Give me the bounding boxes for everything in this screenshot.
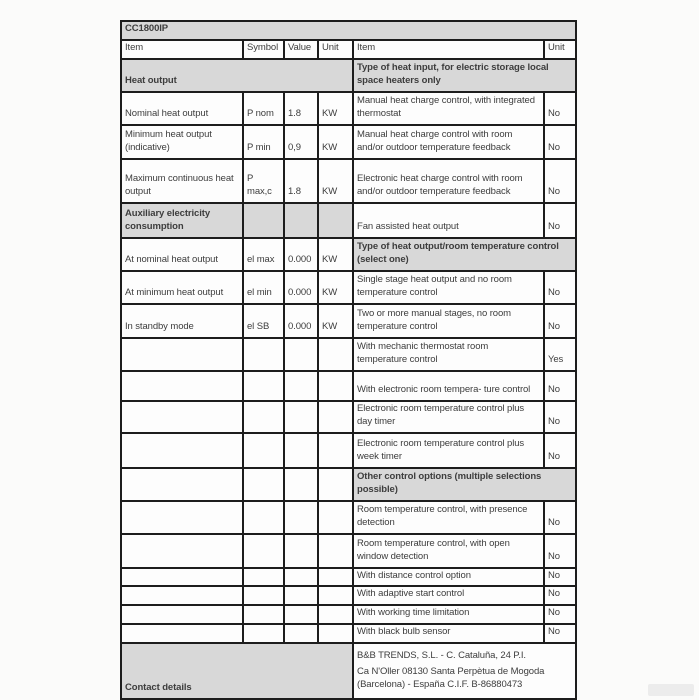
contact-details bbox=[353, 643, 576, 699]
spec-item: At nominal heat output bbox=[121, 238, 243, 271]
empty-cell bbox=[243, 568, 284, 587]
empty-cell bbox=[318, 401, 353, 433]
table-row bbox=[121, 643, 576, 699]
empty-cell bbox=[121, 586, 243, 605]
empty-cell bbox=[318, 501, 353, 534]
col-header-item-right: Item bbox=[353, 40, 544, 59]
empty-cell bbox=[318, 338, 353, 371]
watermark bbox=[648, 684, 694, 696]
feature-item: Electronic room temperature control plus week timer bbox=[353, 433, 544, 468]
feature-value: No bbox=[544, 125, 576, 159]
feature-item: With electronic room tempera- ture control bbox=[353, 371, 544, 401]
feature-item: With mechanic thermostat room temperature control bbox=[353, 338, 544, 371]
spec-unit: KW bbox=[318, 159, 353, 203]
feature-item: Fan assisted heat output bbox=[353, 203, 544, 238]
table-row bbox=[121, 624, 576, 643]
feature-item: Electronic heat charge control with room and/or outdoor temperature feedback bbox=[353, 159, 544, 203]
empty-cell bbox=[284, 624, 318, 643]
table-row bbox=[121, 468, 576, 501]
spec-value: 0.000 bbox=[284, 271, 318, 304]
feature-value: No bbox=[544, 501, 576, 534]
table-row bbox=[121, 21, 576, 40]
empty-cell bbox=[243, 371, 284, 401]
empty-cell bbox=[243, 203, 284, 238]
empty-cell bbox=[318, 468, 353, 501]
feature-item: With working time limitation bbox=[353, 605, 544, 624]
spec-value: 1.8 bbox=[284, 92, 318, 125]
empty-cell bbox=[121, 568, 243, 587]
spec-unit: KW bbox=[318, 238, 353, 271]
empty-cell bbox=[243, 624, 284, 643]
table-row bbox=[121, 125, 576, 159]
spec-item: Minimum heat output (indicative) bbox=[121, 125, 243, 159]
section-heat-output: Heat output bbox=[121, 59, 353, 92]
spec-symbol: P nom bbox=[243, 92, 284, 125]
table-row bbox=[121, 304, 576, 338]
empty-cell bbox=[121, 468, 243, 501]
section-other-controls: Other control options (multiple selections possible) bbox=[353, 468, 576, 501]
feature-value: No bbox=[544, 586, 576, 605]
empty-cell bbox=[318, 624, 353, 643]
contact-line-2: Ca N'Oller 08130 Santa Perpètua de Mogoda (Barcelona) - España C.I.F. B-86880473 bbox=[357, 666, 545, 691]
feature-item: With distance control option bbox=[353, 568, 544, 587]
empty-cell bbox=[284, 586, 318, 605]
empty-cell bbox=[121, 605, 243, 624]
contact-details-label: Contact details bbox=[121, 643, 353, 699]
feature-item: With black bulb sensor bbox=[353, 624, 544, 643]
empty-cell bbox=[284, 468, 318, 501]
empty-cell bbox=[318, 568, 353, 587]
empty-cell bbox=[284, 501, 318, 534]
spec-symbol: el max bbox=[243, 238, 284, 271]
empty-cell bbox=[243, 468, 284, 501]
feature-value: No bbox=[544, 371, 576, 401]
table-row bbox=[121, 534, 576, 568]
spec-symbol: el SB bbox=[243, 304, 284, 338]
spec-value: 0.000 bbox=[284, 238, 318, 271]
contact-line-1: B&B TRENDS, S.L. - C. Cataluña, 24 P.I. bbox=[357, 650, 526, 662]
table-row bbox=[121, 568, 576, 587]
empty-cell bbox=[318, 371, 353, 401]
spec-unit: KW bbox=[318, 125, 353, 159]
empty-cell bbox=[121, 501, 243, 534]
spec-value: 1.8 bbox=[284, 159, 318, 203]
empty-cell bbox=[243, 534, 284, 568]
spec-symbol: P min bbox=[243, 125, 284, 159]
empty-cell bbox=[121, 624, 243, 643]
empty-cell bbox=[318, 203, 353, 238]
table-row bbox=[121, 159, 576, 203]
empty-cell bbox=[243, 501, 284, 534]
spec-symbol: P max,c bbox=[243, 159, 284, 203]
spec-table bbox=[120, 20, 577, 700]
table-row bbox=[121, 371, 576, 401]
feature-value: No bbox=[544, 605, 576, 624]
spec-item: Maximum continuous heat output bbox=[121, 159, 243, 203]
empty-cell bbox=[243, 433, 284, 468]
feature-item: Two or more manual stages, no room temperature control bbox=[353, 304, 544, 338]
empty-cell bbox=[318, 534, 353, 568]
spec-item: At minimum heat output bbox=[121, 271, 243, 304]
table-row bbox=[121, 433, 576, 468]
spec-symbol: el min bbox=[243, 271, 284, 304]
empty-cell bbox=[121, 338, 243, 371]
empty-cell bbox=[318, 433, 353, 468]
feature-item: Electronic room temperature control plus day timer bbox=[353, 401, 544, 433]
spec-unit: KW bbox=[318, 271, 353, 304]
table-row bbox=[121, 238, 576, 271]
table-row bbox=[121, 401, 576, 433]
empty-cell bbox=[121, 401, 243, 433]
table-row bbox=[121, 271, 576, 304]
col-header-unit-left: Unit bbox=[318, 40, 353, 59]
empty-cell bbox=[121, 534, 243, 568]
feature-value: No bbox=[544, 203, 576, 238]
empty-cell bbox=[243, 338, 284, 371]
model-title: CC1800IP bbox=[121, 21, 576, 40]
empty-cell bbox=[121, 371, 243, 401]
col-header-symbol: Symbol bbox=[243, 40, 284, 59]
col-header-unit-right: Unit bbox=[544, 40, 576, 59]
empty-cell bbox=[318, 586, 353, 605]
table-row bbox=[121, 501, 576, 534]
col-header-value: Value bbox=[284, 40, 318, 59]
col-header-item-left: Item bbox=[121, 40, 243, 59]
feature-item: Manual heat charge control with room and/or outdoor temperature feedback bbox=[353, 125, 544, 159]
spec-item: In standby mode bbox=[121, 304, 243, 338]
feature-value: No bbox=[544, 534, 576, 568]
empty-cell bbox=[284, 568, 318, 587]
feature-value: No bbox=[544, 433, 576, 468]
table-row bbox=[121, 92, 576, 125]
table-row bbox=[121, 203, 576, 238]
table-row bbox=[121, 605, 576, 624]
spec-unit: KW bbox=[318, 304, 353, 338]
empty-cell bbox=[121, 433, 243, 468]
table-row bbox=[121, 40, 576, 59]
section-aux-electricity: Auxiliary electricity consumption bbox=[121, 203, 243, 238]
spec-unit: KW bbox=[318, 92, 353, 125]
feature-item: Single stage heat output and no room temperature control bbox=[353, 271, 544, 304]
feature-value: No bbox=[544, 624, 576, 643]
feature-value: Yes bbox=[544, 338, 576, 371]
empty-cell bbox=[243, 401, 284, 433]
feature-value: No bbox=[544, 401, 576, 433]
feature-item: Room temperature control, with presence detection bbox=[353, 501, 544, 534]
empty-cell bbox=[318, 605, 353, 624]
feature-item: Room temperature control, with open window detection bbox=[353, 534, 544, 568]
section-output-control-type: Type of heat output/room temperature control (select one) bbox=[353, 238, 576, 271]
feature-value: No bbox=[544, 568, 576, 587]
empty-cell bbox=[284, 371, 318, 401]
empty-cell bbox=[284, 534, 318, 568]
table-row bbox=[121, 338, 576, 371]
empty-cell bbox=[243, 586, 284, 605]
empty-cell bbox=[284, 401, 318, 433]
empty-cell bbox=[284, 203, 318, 238]
empty-cell bbox=[284, 605, 318, 624]
feature-item: Manual heat charge control, with integrated thermostat bbox=[353, 92, 544, 125]
spec-item: Nominal heat output bbox=[121, 92, 243, 125]
empty-cell bbox=[284, 338, 318, 371]
spec-value: 0,9 bbox=[284, 125, 318, 159]
section-heat-input-type: Type of heat input, for electric storage local space heaters only bbox=[353, 59, 576, 92]
empty-cell bbox=[243, 605, 284, 624]
empty-cell bbox=[284, 433, 318, 468]
feature-value: No bbox=[544, 159, 576, 203]
feature-item: With adaptive start control bbox=[353, 586, 544, 605]
feature-value: No bbox=[544, 304, 576, 338]
feature-value: No bbox=[544, 271, 576, 304]
spec-value: 0.000 bbox=[284, 304, 318, 338]
table-row bbox=[121, 59, 576, 92]
feature-value: No bbox=[544, 92, 576, 125]
table-row bbox=[121, 586, 576, 605]
